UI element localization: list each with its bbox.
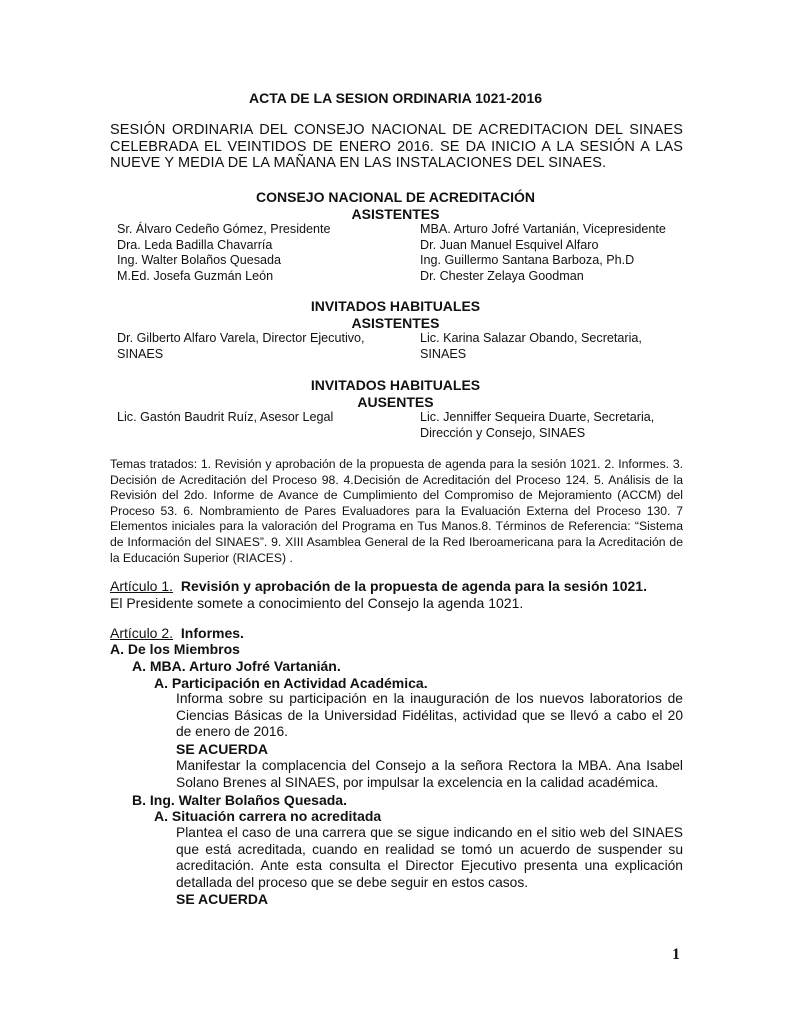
member-a-heading: A. MBA. Arturo Jofré Vartanián.: [132, 658, 341, 674]
invitado-asistente: Lic. Karina Salazar Obando, Secretaria,: [420, 331, 642, 345]
invitados-asistentes-subheading: ASISTENTES: [351, 315, 440, 331]
session-intro: SESIÓN ORDINARIA DEL CONSEJO NACIONAL DE ACREDITACION DEL SINAES CELEBRADA EL VEINTIDOS DE ENERO 2016. SE DA INICIO A LA SESIÓN A LAS NUEVE Y MEDIA DE LA MAÑANA EN LAS INSTALACIONES DEL SINAES.: [110, 122, 683, 171]
invitados-asistentes-heading: INVITADOS HABITUALES: [310, 298, 481, 314]
articulo-2-title: Informes.: [180, 625, 244, 641]
section-a-heading: A. De los Miembros: [110, 641, 240, 657]
member-a-item-heading: A. Participación en Actividad Académica.: [154, 675, 428, 691]
articulo-1-label: Artículo 1.: [110, 578, 174, 594]
member-b-item-heading: A. Situación carrera no acreditada: [154, 808, 382, 824]
invitado-asistente: SINAES: [420, 346, 467, 361]
invitado-asistente: Dr. Gilberto Alfaro Varela, Director Ejecutivo,: [117, 331, 365, 345]
invitados-ausentes-subheading: AUSENTES: [357, 394, 434, 410]
temas-tratados: Temas tratados: 1. Revisión y aprobación de la propuesta de agenda para la sesión 1021. 2. Informes. 3. Decisión de Acreditación del Proceso 98. 4.Decisión de Acreditación del Proceso 124. 5. Análisis de la Revisión del 2do. Informe de Avance de Cumplimiento del Compromiso de Mejoramiento (ACCM) del Proceso 53. 6. Nombramiento de Pares Evaluadores para la Evaluación Externa del Proceso 130. 7 Elementos iniciales para la valoración del Programa en Tus Manos.8. Términos de Referencia: “Sistema de Información del SINAES”. 9. XIII Asamblea General de la Red Iberoamericana para la Acreditación de la Educación Superior (RIACES) .: [110, 457, 683, 565]
se-acuerda-text: Manifestar la complacencia del Consejo a la señora Rectora la MBA. Ana Isabel Solano Brenes al SINAES, por impulsar la excelencia en la calidad académica.: [176, 758, 683, 790]
consejo-member: M.Ed. Josefa Guzmán León: [117, 268, 274, 283]
articulo-1-text: El Presidente somete a conocimiento del Consejo la agenda 1021.: [110, 595, 524, 611]
consejo-member: Dra. Leda Badilla Chavarría: [117, 237, 273, 252]
consejo-member: Sr. Álvaro Cedeño Gómez, Presidente: [117, 222, 331, 236]
consejo-member: Ing. Guillermo Santana Barboza, Ph.D: [420, 253, 635, 267]
consejo-asistentes-heading: ASISTENTES: [351, 206, 440, 222]
consejo-member: Dr. Chester Zelaya Goodman: [420, 268, 584, 283]
invitado-ausente: Dirección y Consejo, SINAES: [420, 425, 586, 440]
invitado-ausente: Lic. Jenniffer Sequeira Duarte, Secretaria,: [420, 410, 655, 424]
consejo-member: Ing. Walter Bolaños Quesada: [117, 253, 282, 267]
articulo-2-heading: [110, 625, 244, 642]
document-title: ACTA DE LA SESION ORDINARIA 1021-2016: [248, 90, 543, 106]
page-number: 1: [672, 946, 680, 963]
invitado-asistente: SINAES: [117, 346, 164, 361]
se-acuerda-heading: SE ACUERDA: [176, 891, 269, 907]
member-b-text: Plantea el caso de una carrera que se sigue indicando en el sitio web del SINAES que está acreditada, cuando en realidad se tomó un acuerdo de suspender su acreditación. Ante esta consulta el Director Ejecutivo presenta una explicación detallada del proceso que se debe seguir en estos casos.: [176, 825, 683, 890]
invitado-ausente: Lic. Gastón Baudrit Ruíz, Asesor Legal: [117, 410, 334, 424]
articulo-1-heading: [110, 578, 647, 595]
articulo-1-title: Revisión y aprobación de la propuesta de agenda para la sesión 1021.: [180, 578, 647, 594]
consejo-member: MBA. Arturo Jofré Vartanián, Vicepresidente: [420, 222, 666, 236]
articulo-2-label: Artículo 2.: [110, 625, 174, 641]
consejo-member: Dr. Juan Manuel Esquivel Alfaro: [420, 237, 599, 252]
member-a-text: Informa sobre su participación en la inauguración de los nuevos laboratorios de Ciencias Básicas de la Universidad Fidélitas, actividad que se llevó a cabo el 20 de enero de 2016.: [176, 691, 683, 740]
se-acuerda-heading: SE ACUERDA: [176, 741, 269, 757]
consejo-heading: CONSEJO NACIONAL DE ACREDITACIÓN: [256, 189, 535, 205]
invitados-ausentes-heading: INVITADOS HABITUALES: [310, 377, 481, 393]
member-b-heading: B. Ing. Walter Bolaños Quesada.: [132, 792, 347, 808]
